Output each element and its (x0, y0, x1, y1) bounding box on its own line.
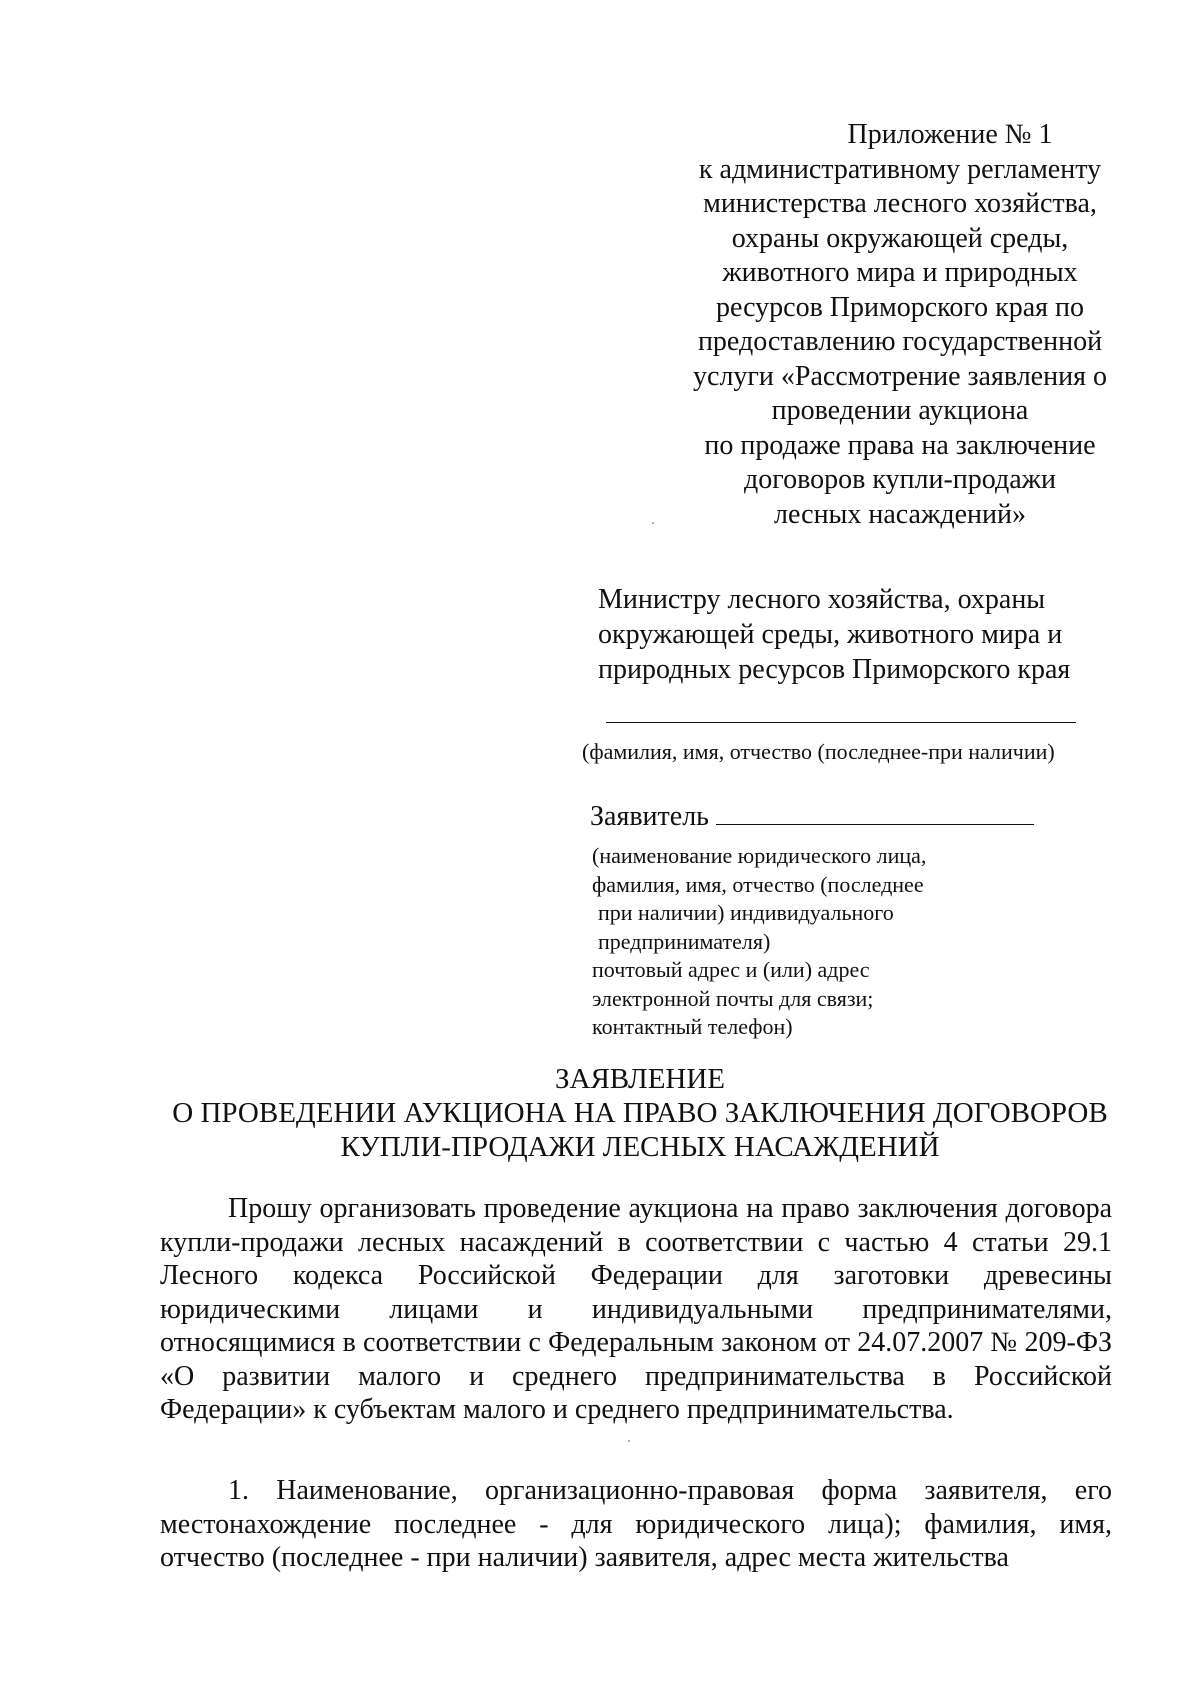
appendix-block (670, 118, 1130, 532)
blank-line (606, 712, 1076, 723)
addressee-line: Министру лесного хозяйства, охраны (598, 584, 1046, 615)
body-paragraph-request (160, 1192, 1112, 1427)
appendix-line: услуги «Рассмотрение заявления о (693, 360, 1107, 392)
applicant-caption-line: предпринимателя) (598, 928, 771, 954)
appendix-line: охраны окружающей среды, (731, 222, 1069, 254)
addressee-line: природных ресурсов Приморского края (598, 654, 1071, 685)
applicant-caption-line: контактный телефон) (592, 1014, 793, 1039)
appendix-line: по продаже права на заключение (704, 429, 1096, 461)
appendix-line: животного мира и природных (722, 257, 1078, 288)
appendix-line: проведении аукциона (771, 395, 1029, 426)
name-caption: (фамилия, имя, отчество (последнее-при наличии) (582, 739, 1055, 764)
applicant-caption (592, 842, 1052, 1042)
paragraph-text: Прошу организовать проведение аукциона на право заключения договора купли-продажи лесных насаждений в соответствии с частью 4 статьи 29.1 Лесного кодекса Российской Федерации для заготовки древесины юридическими лицами и индивидуальными предпринимателями, относящимися в соответствии с Федеральным законом от 24.07.2007 № 209-ФЗ «О развитии малого и среднего предпринимательства в Российской Федерации» к субъектам малого и среднего предпринимательства. (160, 1193, 1112, 1425)
name-signature-line (598, 712, 1118, 723)
title-line: КУПЛИ-ПРОДАЖИ ЛЕСНЫХ НАСАЖДЕНИЙ (340, 1131, 940, 1163)
appendix-line: предоставлению государственной (697, 326, 1103, 357)
applicant-label: Заявитель (590, 801, 709, 832)
appendix-line: к административному регламенту (698, 153, 1102, 185)
applicant-caption-line: при наличии) индивидуального (598, 900, 894, 925)
scan-speck (652, 522, 654, 524)
appendix-line: договоров купли-продажи (744, 464, 1056, 495)
document-title (90, 1062, 1190, 1164)
applicant-caption-line: почтовый адрес и (или) адрес (592, 957, 870, 982)
title-line: О ПРОВЕДЕНИИ АУКЦИОНА НА ПРАВО ЗАКЛЮЧЕНИЯ ДОГОВОРОВ (172, 1097, 1108, 1129)
scan-speck (628, 1440, 630, 1442)
appendix-line: лесных насаждений» (774, 498, 1026, 530)
applicant-blank-line (716, 802, 1034, 825)
body-paragraph-item-1 (160, 1474, 1112, 1575)
applicant-caption-line: фамилия, имя, отчество (последнее (592, 871, 924, 897)
title-line: ЗАЯВЛЕНИЕ (554, 1063, 726, 1095)
paragraph-text: 1. Наименование, организационно-правовая форма заявителя, его местонахождение последнее - для юридического лица); фамилия, имя, отчество (последнее - при наличии) заявителя, адрес места жительства (160, 1475, 1112, 1573)
addressee-line: окружающей среды, животного мира и (598, 619, 1063, 650)
appendix-heading: Приложение № 1 (847, 119, 1053, 150)
appendix-line: ресурсов Приморского края по (715, 291, 1085, 323)
addressee-block (598, 582, 1118, 687)
applicant-caption-line: (наименование юридического лица, (592, 843, 927, 868)
applicant-caption-line: электронной почты для связи; (592, 985, 874, 1011)
applicant-field (590, 800, 1090, 834)
appendix-line: министерства лесного хозяйства, (703, 188, 1097, 219)
